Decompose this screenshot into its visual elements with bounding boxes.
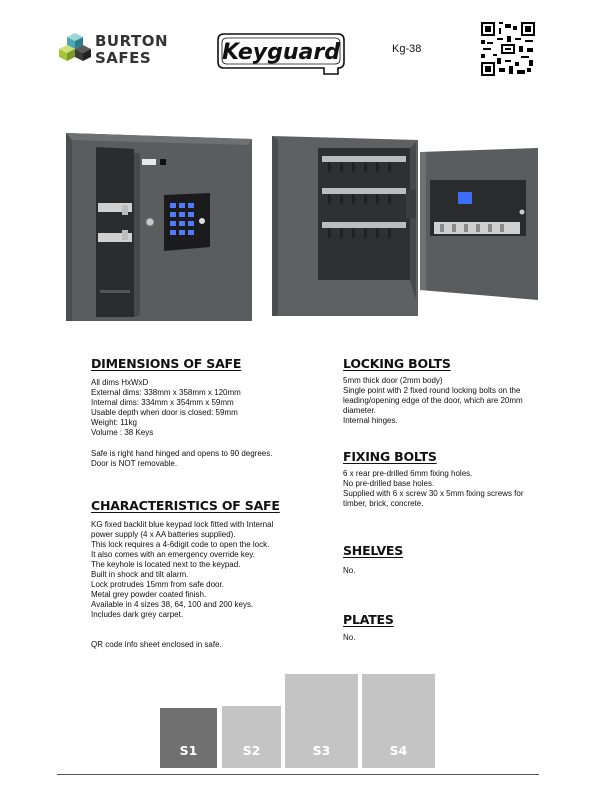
brand-name-line1: BURTON	[95, 32, 169, 50]
size-label: S2	[242, 743, 261, 758]
dimensions-notes	[91, 449, 272, 469]
characteristics-line: This lock requires a 4-6digit code to open the lock.	[91, 540, 270, 549]
dimensions-note: Door is NOT removable.	[91, 459, 178, 468]
shelves-heading: SHELVES	[343, 543, 404, 558]
dimensions-line: Usable depth when door is closed: 59mm	[91, 408, 238, 417]
dimensions-line: All dims HxWxD	[91, 378, 149, 387]
fixing-bolts-list	[343, 469, 524, 509]
footer-divider	[57, 774, 539, 775]
logo-text: Keyguard	[222, 40, 340, 65]
plates-heading: PLATES	[343, 612, 394, 627]
dimensions-line: External dims: 338mm x 358mm x 120mm	[91, 388, 241, 397]
dimensions-line: Volume : 38 Keys	[91, 428, 154, 437]
characteristics-line: Metal grey powder coated finish.	[91, 590, 207, 599]
characteristics-line: The keyhole is located next to the keypad.	[91, 560, 241, 569]
shelves-text: No.	[343, 566, 356, 575]
brand-logo	[59, 31, 179, 67]
dimensions-heading: DIMENSIONS OF SAFE	[91, 356, 242, 371]
fixing-bolts-heading: FIXING BOLTS	[343, 449, 437, 464]
brand-name-line2: SAFES	[95, 49, 152, 67]
characteristics-line: Lock protrudes 15mm from safe door.	[91, 580, 224, 589]
locking-bolts-line: Internal hinges.	[343, 416, 398, 425]
characteristics-list	[91, 520, 273, 620]
product-image-closed	[60, 125, 260, 330]
keyguard-logo	[212, 26, 350, 76]
size-label: S3	[312, 743, 331, 758]
qr-note: QR code info sheet enclosed in safe.	[91, 640, 222, 649]
size-label: S4	[389, 743, 408, 758]
characteristics-line: Available in 4 sizes 38, 64, 100 and 200 keys.	[91, 600, 254, 609]
locking-bolts-line: leading/opening edge of the door, which are 20mm	[343, 396, 523, 405]
characteristics-line: It also comes with an emergency override key.	[91, 550, 255, 559]
locking-bolts-line: 5mm thick door (2mm body)	[343, 376, 443, 385]
characteristics-line: Includes dark grey carpet.	[91, 610, 184, 619]
fixing-bolts-line: No pre-drilled base holes.	[343, 479, 435, 488]
locking-bolts-line: diameter.	[343, 406, 376, 415]
size-s3[interactable]	[285, 674, 358, 768]
model-number: Kg-38	[392, 43, 422, 55]
characteristics-line: KG fixed backlit blue keypad lock fitted with Internal	[91, 520, 274, 529]
locking-bolts-line: Single point with 2 fixed round locking bolts on the	[343, 386, 521, 395]
dimensions-note: Safe is right hand hinged and opens to 90 degrees.	[91, 449, 273, 458]
fixing-bolts-line: 6 x rear pre-drilled 6mm fixing holes.	[343, 469, 473, 478]
locking-bolts-heading: LOCKING BOLTS	[343, 356, 451, 371]
size-label: S1	[179, 743, 198, 758]
size-s4[interactable]	[362, 674, 435, 768]
product-image-open	[270, 130, 542, 320]
plates-text: No.	[343, 633, 356, 642]
size-s1[interactable]	[160, 708, 217, 768]
fixing-bolts-line: timber, brick, concrete.	[343, 499, 424, 508]
dimensions-list	[91, 378, 241, 438]
characteristics-heading: CHARACTERISTICS OF SAFE	[91, 498, 280, 513]
characteristics-line: power supply (4 x AA batteries supplied).	[91, 530, 236, 539]
qr-code	[481, 22, 535, 76]
dimensions-line: Weight: 11kg	[91, 418, 137, 427]
locking-bolts-list	[343, 376, 523, 426]
cubes-icon	[59, 31, 91, 65]
dimensions-line: Internal dims: 334mm x 354mm x 59mm	[91, 398, 234, 407]
characteristics-line: Built in shock and tilt alarm.	[91, 570, 189, 579]
size-s2[interactable]	[222, 706, 281, 768]
fixing-bolts-line: Supplied with 6 x screw 30 x 5mm fixing screws for	[343, 489, 524, 498]
